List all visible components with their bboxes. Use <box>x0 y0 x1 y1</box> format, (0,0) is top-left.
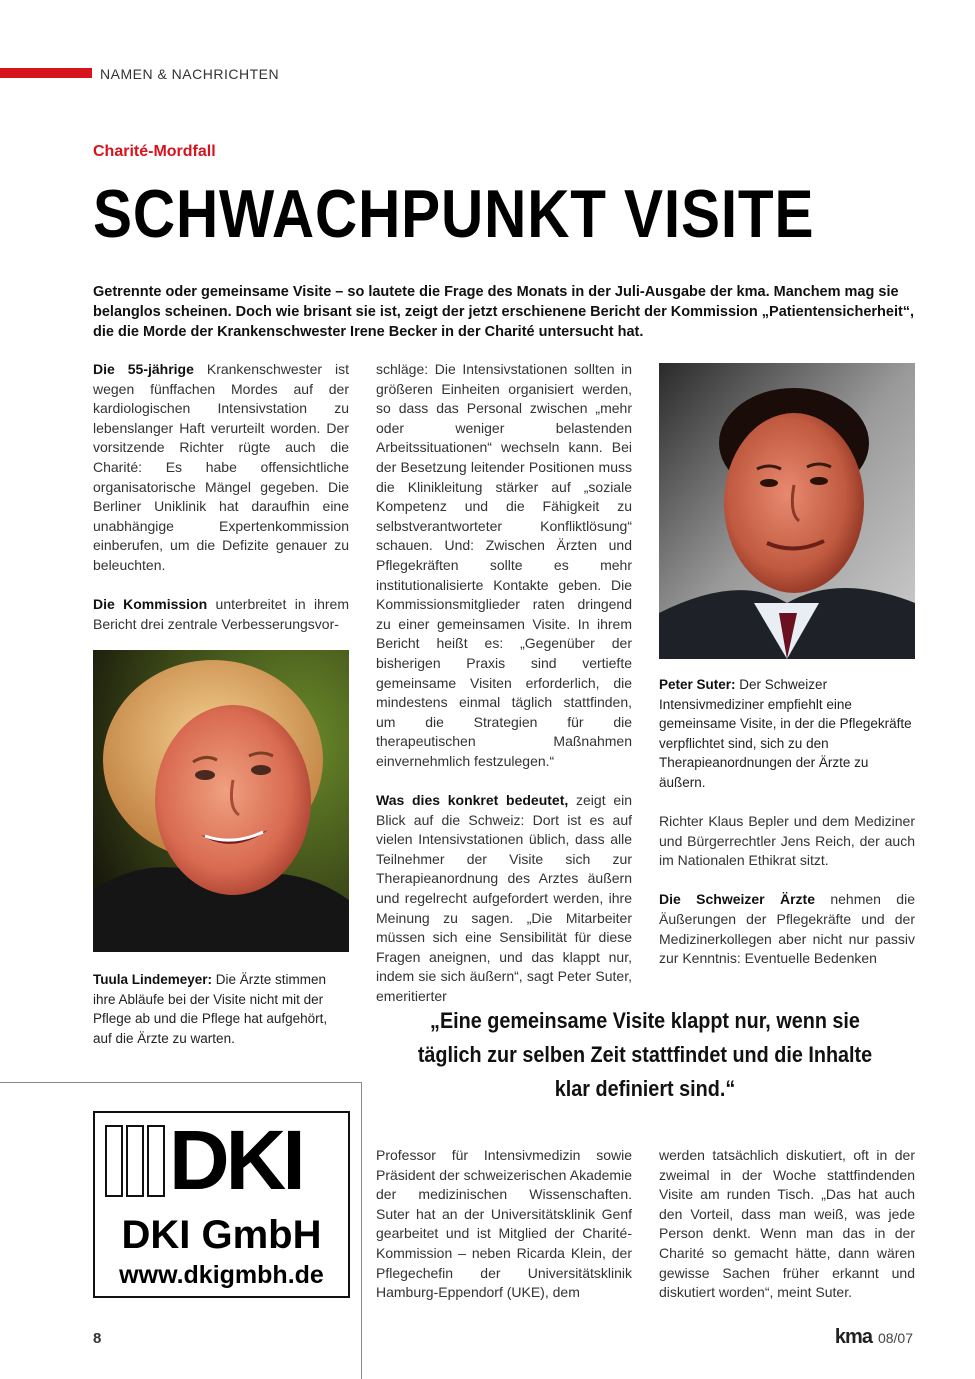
dki-logo <box>105 1113 302 1207</box>
caption-text: Die Ärzte stimmen ihre Abläufe bei der Visite nicht mit der Pflege ab und die Pflege hat aufgehört, auf die Ärzte zu warten. <box>93 972 328 1046</box>
paragraph <box>93 595 349 634</box>
paragraph-text: zeigt ein Blick auf die Schweiz: Dort ist es auf vielen Intensivstationen üblich, dass alle Teilnehmer der Visite sich zur Therapieanordnung des Arztes äußern und regelrecht aufgefordert werden, ihre Meinung zu sagen. „Die Mitarbeiter müssen sich eine Sensibilität für diese Fragen aneignen, und das klappt nur, indem sie sich äußern“, sagt Peter Suter, emeritierter <box>376 792 632 1004</box>
portrait-photo-peter-suter <box>659 363 915 659</box>
paragraph-text: Richter Klaus Bepler und dem Mediziner und Bürgerrechtler Jens Reich, der auch im Nationalen Ethikrat sitzt. <box>659 813 915 869</box>
article-headline: SCHWACHPUNKT VISITE <box>93 176 815 252</box>
photo-caption-woman <box>93 970 349 1048</box>
paragraph <box>376 791 632 1007</box>
paragraph-text: werden tatsächlich diskutiert, oft in der zweimal in der Woche stattfindenden Visite am runden Tisch. „Das hat auch den Vorteil, dass man weiß, was jede Person denkt. Wenn man das in der Charité so gemacht hätte, dann wären gewisse Sachen früher erkannt und diskutiert worden“, meint Suter. <box>659 1147 915 1301</box>
article-column-3 <box>659 812 915 969</box>
issue-number: 08/07 <box>877 1330 913 1346</box>
photo-caption-man <box>659 675 915 793</box>
paragraph-text: nehmen die Äußerungen der Pflegekräfte und der Medizinerkollegen aber nicht nur passiv zur Kenntnis: Eventuelle Bedenken <box>659 891 915 967</box>
article-column-5 <box>659 1146 915 1303</box>
article-column-4 <box>376 1146 632 1303</box>
ad-website-url[interactable]: www.dkigmbh.de <box>119 1261 324 1289</box>
run-in-heading: Die Kommission <box>93 596 208 613</box>
run-in-heading: Die Schweizer Ärzte <box>659 891 815 908</box>
paragraph-text: Krankenschwester ist wegen fünffachen Mordes auf der kardiologischen Intensivstation zu lebenslanger Haft verurteilt worden. Der vorsitzende Richter rügte auch die Charité: Es habe offensichtliche organisatorische Mängel gegeben. Die Berliner Uniklinik hat daraufhin eine unabhängige Expertenkommission einberufen, um die Defizite genauer zu beleuchten. <box>93 361 349 573</box>
paragraph <box>376 1146 632 1303</box>
dki-logo-text: DKI <box>169 1113 302 1207</box>
caption-text: Der Schweizer Intensivmediziner empfiehlt eine gemeinsame Visite, in der die Pflegekräfte verpflichtet sind, sich zu den Therapieanordnungen der Ärzte zu äußern. <box>659 677 912 790</box>
section-accent-bar <box>0 68 92 78</box>
portrait-illustration <box>659 363 915 659</box>
section-label: NAMEN & NACHRICHTEN <box>100 66 280 82</box>
article-column-1 <box>93 360 349 634</box>
run-in-heading: Was dies konkret bedeutet, <box>376 792 569 809</box>
paragraph-text: schläge: Die Intensivstationen sollten in größeren Einheiten organisiert werden, so dass das Personal zwischen „mehr oder weniger belastenden Arbeitssituationen“ wechseln kann. Bei der Besetzung leitender Positionen muss die Klinikleitung stärker auf „soziale Kompetenz und die Fähigkeit zu selbstverantworteter Konfliktlösung“ schauen. Und: Zwischen Ärzten und Pflegekräften sollte es mehr institutionalisierte Kontakte geben. Die Kommissionsmitglieder raten dringend zu einer gemeinsamen Visite. In ihrem Bericht heißt es: „Gegenüber der bisherigen Praxis sind vertiefte gemeinsame Visiten erforderlich, die mindestens einmal täglich stattfinden, um die Strategien für die therapeutischen Maßnahmen einvernehmlich festzulegen.“ <box>376 361 632 769</box>
run-in-heading: Die 55-jährige <box>93 361 194 377</box>
caption-name: Tuula Lindemeyer: <box>93 972 213 987</box>
caption-name: Peter Suter: <box>659 677 736 692</box>
portrait-photo-tuula-lindemeyer <box>93 650 349 952</box>
paragraph <box>93 360 349 576</box>
article-column-2 <box>376 360 632 1007</box>
footer-brand <box>835 1326 913 1349</box>
paragraph-text: Professor für Intensivmedizin sowie Präsident der schweizerischen Akademie der medizinischen Wissenschaften. Suter hat an der Universitätsklinik Genf gearbeitet und ist Mitglied der Charité-Kommission – neben Ricarda Klein, der Pflegechefin der Universitätsklinik Hamburg-Eppendorf (UKE), dem <box>376 1147 632 1301</box>
dki-logo-bars-icon <box>105 1125 165 1197</box>
ad-divider-vertical <box>361 1082 362 1379</box>
portrait-illustration <box>93 650 349 952</box>
paragraph-text: unterbreitet in ihrem Bericht drei zentrale Verbesserungsvor- <box>93 596 349 632</box>
ad-divider-horizontal <box>0 1082 362 1083</box>
article-kicker: Charité-Mordfall <box>93 143 216 160</box>
paragraph <box>659 890 915 968</box>
page-number: 8 <box>93 1330 102 1347</box>
paragraph <box>376 360 632 771</box>
kma-logo: kma <box>834 1326 872 1348</box>
pull-quote: „Eine gemeinsame Visite klappt nur, wenn sie täglich zur selben Zeit stattfindet und die Inhalte klar definiert sind.“ <box>417 1008 873 1101</box>
paragraph <box>659 812 915 871</box>
paragraph <box>659 1146 915 1303</box>
dki-advertisement[interactable] <box>93 1111 350 1298</box>
ad-company-name: DKI GmbH <box>121 1213 322 1257</box>
article-lead: Getrennte oder gemeinsame Visite – so lautete die Frage des Monats in der Juli-Ausgabe der kma. Manchem mag sie belanglos scheinen. Doch wie brisant sie ist, zeigt der jetzt erschienene Bericht der Kommission „Patientensicherheit“, die die Morde der Krankenschwester Irene Becker in der Charité untersucht hat. <box>93 284 915 340</box>
